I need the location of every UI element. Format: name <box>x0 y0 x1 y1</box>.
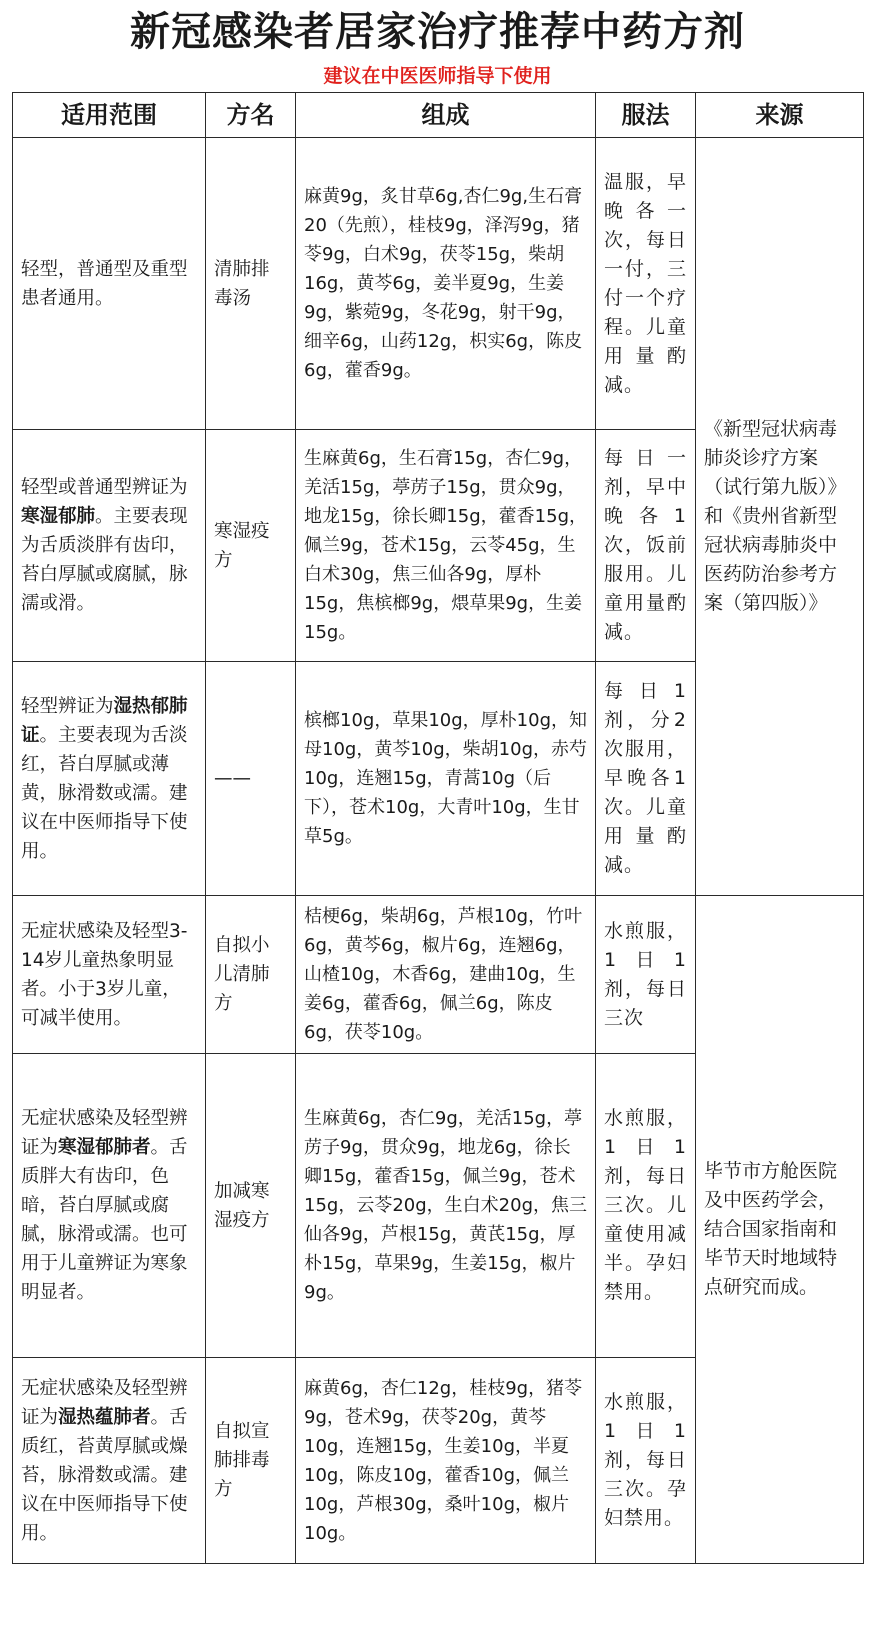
usage-cell: 水煎服，1日1剂，每日三次 <box>596 896 696 1054</box>
composition-cell: 槟榔10g，草果10g，厚朴10g，知母10g，黄芩10g，柴胡10g，赤芍10g，连翘15g，青蒿10g（后下），苍术10g，大青叶10g，生甘草5g。 <box>296 662 596 896</box>
header-composition: 组成 <box>296 93 596 138</box>
prescription-name: 自拟小儿清肺方 <box>206 896 296 1054</box>
prescription-name: 清肺排毒汤 <box>206 138 296 430</box>
page-title: 新冠感染者居家治疗推荐中药方剂 <box>130 9 745 55</box>
composition-cell: 麻黄6g，杏仁12g，桂枝9g，猪苓9g，苍术9g，茯苓20g，黄芩10g，连翘15g，生姜10g，半夏10g，陈皮10g，藿香10g，佩兰10g，芦根30g，桑叶10g，椒片10g。 <box>296 1358 596 1564</box>
composition-cell: 桔梗6g，柴胡6g，芦根10g，竹叶6g，黄芩6g，椒片6g，连翘6g，山楂10g，木香6g，建曲10g，生姜6g，藿香6g，佩兰6g，陈皮6g，茯苓10g。 <box>296 896 596 1054</box>
source-cell: 《新型冠状病毒肺炎诊疗方案（试行第九版）》和《贵州省新型冠状病毒肺炎中医药防治参考方案（第四版）》 <box>696 138 864 896</box>
prescription-name: 寒湿疫方 <box>206 430 296 662</box>
header-scope: 适用范围 <box>13 93 206 138</box>
usage-cell: 每日1剂，分2次服用，早晚各1次。儿童用量酌减。 <box>596 662 696 896</box>
scope-cell: 轻型，普通型及重型患者通用。 <box>13 138 206 430</box>
usage-cell: 水煎服，1日1剂，每日三次。孕妇禁用。 <box>596 1358 696 1564</box>
header-name: 方名 <box>206 93 296 138</box>
advice-note: 建议在中医医师指导下使用 <box>323 65 552 87</box>
scope-cell: 轻型辨证为湿热郁肺证。主要表现为舌淡红，苔白厚腻或薄黄，脉滑数或濡。建议在中医师指导下使用。 <box>13 662 206 896</box>
composition-cell: 生麻黄6g，生石膏15g，杏仁9g，羌活15g，葶苈子15g，贯众9g，地龙15g，徐长卿15g，藿香15g，佩兰9g，苍术15g，云苓45g，生白术30g，焦三仙各9g，厚朴15g，焦槟榔9g，煨草果9g，生姜15g。 <box>296 430 596 662</box>
usage-cell: 水煎服，1日1剂，每日三次。儿童使用减半。孕妇禁用。 <box>596 1054 696 1358</box>
scope-cell: 无症状感染及轻型辨证为湿热蕴肺者。舌质红，苔黄厚腻或燥苔，脉滑数或濡。建议在中医师指导下使用。 <box>13 1358 206 1564</box>
source-cell: 毕节市方舱医院及中医药学会，结合国家指南和毕节天时地域特点研究而成。 <box>696 896 864 1564</box>
header-usage: 服法 <box>596 93 696 138</box>
usage-cell: 温服，早晚各一次，每日一付，三付一个疗程。儿童用量酌减。 <box>596 138 696 430</box>
prescription-name: 自拟宣肺排毒方 <box>206 1358 296 1564</box>
header-source: 来源 <box>696 93 864 138</box>
table-row <box>13 896 864 1054</box>
header-row <box>13 93 864 138</box>
prescription-table <box>12 92 864 1564</box>
prescription-name: 加减寒湿疫方 <box>206 1054 296 1358</box>
composition-cell: 麻黄9g，炙甘草6g,杏仁9g,生石膏20（先煎），桂枝9g，泽泻9g，猪苓9g，白术9g，茯苓15g，柴胡16g，黄芩6g，姜半夏9g，生姜9g，紫菀9g，冬花9g，射干9g，细辛6g，山药12g，枳实6g，陈皮6g，藿香9g。 <box>296 138 596 430</box>
scope-cell: 无症状感染及轻型3-14岁儿童热象明显者。小于3岁儿童，可减半使用。 <box>13 896 206 1054</box>
scope-cell: 轻型或普通型辨证为寒湿郁肺。主要表现为舌质淡胖有齿印，苔白厚腻或腐腻，脉濡或滑。 <box>13 430 206 662</box>
table-row <box>13 138 864 430</box>
composition-cell: 生麻黄6g，杏仁9g，羌活15g，葶苈子9g，贯众9g，地龙6g，徐长卿15g，藿香15g，佩兰9g，苍术15g，云苓20g，生白术20g，焦三仙各9g，芦根15g，黄芪15g，厚朴15g，草果9g，生姜15g，椒片9g。 <box>296 1054 596 1358</box>
prescription-name: —— <box>206 662 296 896</box>
scope-cell: 无症状感染及轻型辨证为寒湿郁肺者。舌质胖大有齿印，色暗，苔白厚腻或腐腻，脉滑或濡。也可用于儿童辨证为寒象明显者。 <box>13 1054 206 1358</box>
usage-cell: 每日一剂，早中晚各1次，饭前服用。儿童用量酌减。 <box>596 430 696 662</box>
